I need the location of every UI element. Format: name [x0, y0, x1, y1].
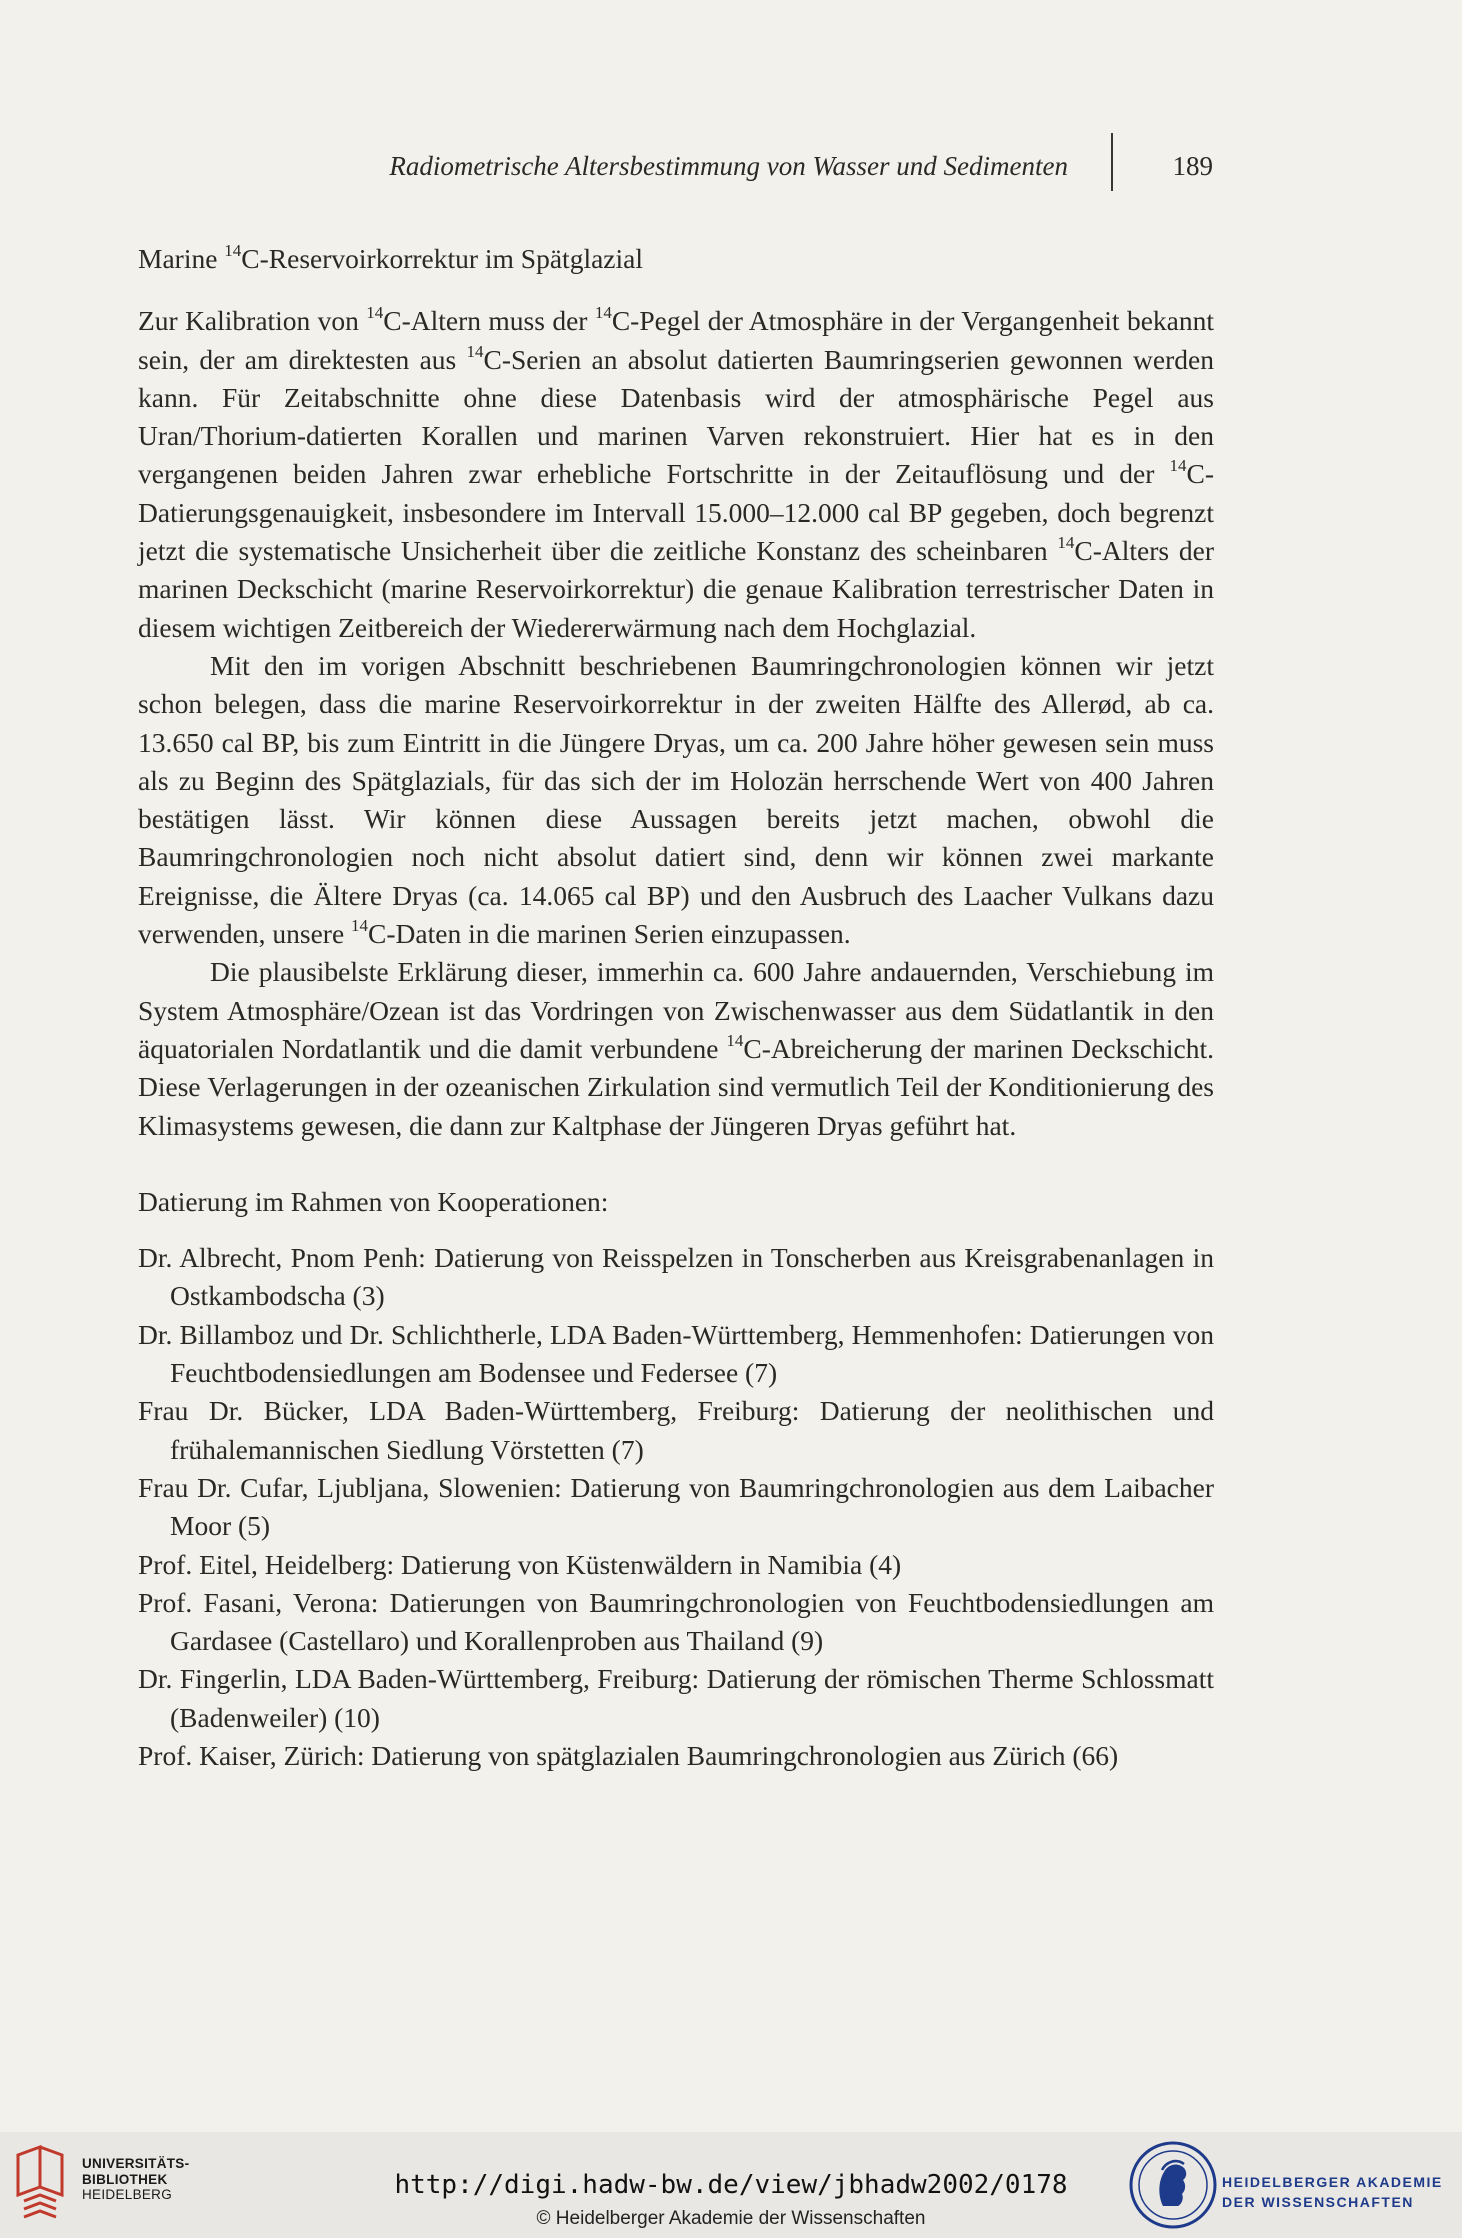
- cooperation-list: [138, 1239, 1214, 1775]
- academy-name: HEIDELBERGER AKADEMIE DER WISSENSCHAFTEN: [1222, 2174, 1443, 2210]
- body-text: [138, 240, 1214, 1775]
- list-item: Prof. Kaiser, Zürich: Datierung von spätglazialen Baumringchronologien aus Zürich (66): [138, 1739, 1119, 1771]
- page-number: 189: [1172, 151, 1213, 181]
- list-item: Dr. Albrecht, Pnom Penh: Datierung von Reisspelzen in Tonscherben aus Kreisgrabenanlagen in Ostkambodscha (3): [138, 1242, 1214, 1312]
- list-item: Frau Dr. Bücker, LDA Baden-Württemberg, Freiburg: Datierung der neolithischen und frühalemannischen Siedlung Vörstetten (7): [138, 1395, 1214, 1465]
- list-item: Dr. Billamboz und Dr. Schlichtherle, LDA Baden-Württemberg, Hemmenhofen: Datierungen von Feuchtbodensiedlungen am Bodensee und Federsee (7): [138, 1318, 1214, 1389]
- list-item: Frau Dr. Cufar, Ljubljana, Slowenien: Datierung von Baumringchronologien aus dem Laibacher Moor (5): [138, 1471, 1214, 1542]
- running-header: [138, 145, 1213, 185]
- paragraph-2: Mit den im vorigen Abschnitt beschriebenen Baumringchronologien können wir jetzt schon belegen, dass die marine Reservoirkorrektur in der zweiten Hälfte des Allerød, ab ca. 13.650 cal BP, bis zum Eintritt in die Jüngere Dryas, um ca. 200 Jahre höher gewesen sein muss als zu Beginn des Spätglazials, für das sich der im Holozän herrschende Wert von 400 Jahren bestätigen lässt. Wir können diese Aussagen bereits jetzt machen, obwohl die Baumringchronologien noch nicht absolut datiert sind, denn wir können zwei markante Ereignisse, die Ältere Dryas (ca. 14.065 cal BP) und den Ausbruch des Laacher Vulkans dazu verwenden, unsere $^{14}$C-Daten in die marinen Serien einzupassen.: [138, 649, 1214, 950]
- library-name: UNIVERSITÄTS- BIBLIOTHEK HEIDELBERG: [82, 2156, 190, 2202]
- paragraph-1: Zur Kalibration von $^{14}$C-Altern muss der $^{14}$C-Pegel der Atmosphäre in der Vergangenheit bekannt sein, der am direktesten aus $^{14}$C-Serien an absolut datierten Baumringserien gewonnen werden kann. Für Zeitabschnitte ohne diese Datenbasis wird der atmosphärische Pegel aus Uran/Thorium-datierten Korallen und marinen Varven rekonstruiert. Hier hat es in den vergangenen beiden Jahren zwar erhebliche Fortschritte in der Zeitauflösung und der $^{14}$C-Datierungsgenauigkeit, insbesondere im Intervall 15.000–12.000 cal BP gegeben, doch begrenzt jetzt die systematische Unsicherheit über die zeitliche Konstanz des scheinbaren $^{14}$C-Alters der marinen Deckschicht (marine Reservoirkorrektur) die genaue Kalibration terrestrischer Daten in diesem wichtigen Zeitbereich der Wiedererwärmung nach dem Hochglazial.: [138, 303, 1214, 643]
- permalink-url[interactable]: http://digi.hadw-bw.de/view/jbhadw2002/0178: [394, 2170, 1068, 2200]
- paragraph-3: Die plausibelste Erklärung dieser, immerhin ca. 600 Jahre andauernden, Verschiebung im System Atmosphäre/Ozean ist das Vordringen von Zwischenwasser aus dem Südatlantik in den äquatorialen Nordatlantik und die damit verbundene $^{14}$C-Abreicherung der marinen Deckschicht. Diese Verlagerungen in der ozeanischen Zirkulation sind vermutlich Teil der Konditionierung des Klimasystems gewesen, die dann zur Kaltphase der Jüngeren Dryas geführt hat.: [138, 956, 1214, 1141]
- list-item: Dr. Fingerlin, LDA Baden-Württemberg, Freiburg: Datierung der römischen Therme Schlossmatt (Badenweiler) (10): [138, 1663, 1214, 1733]
- header-divider: [1111, 133, 1113, 191]
- section-heading: Marine $^{14}$C-Reservoirkorrektur im Spätglazial: [138, 241, 643, 274]
- academy-seal-icon: [1128, 2140, 1218, 2230]
- list-item: Prof. Eitel, Heidelberg: Datierung von Küstenwäldern in Namibia (4): [138, 1548, 902, 1580]
- copyright-notice: © Heidelberger Akademie der Wissenschaften: [536, 2208, 926, 2229]
- list-item: Prof. Fasani, Verona: Datierungen von Baumringchronologien von Feuchtbodensiedlungen am Gardasee (Castellaro) und Korallenproben aus Thailand (9): [138, 1586, 1214, 1657]
- footer-bar: [0, 2132, 1462, 2238]
- cooperation-heading: Datierung im Rahmen von Kooperationen:: [138, 1185, 609, 1217]
- running-title: Radiometrische Altersbestimmung von Wasser und Sedimenten: [389, 151, 1068, 181]
